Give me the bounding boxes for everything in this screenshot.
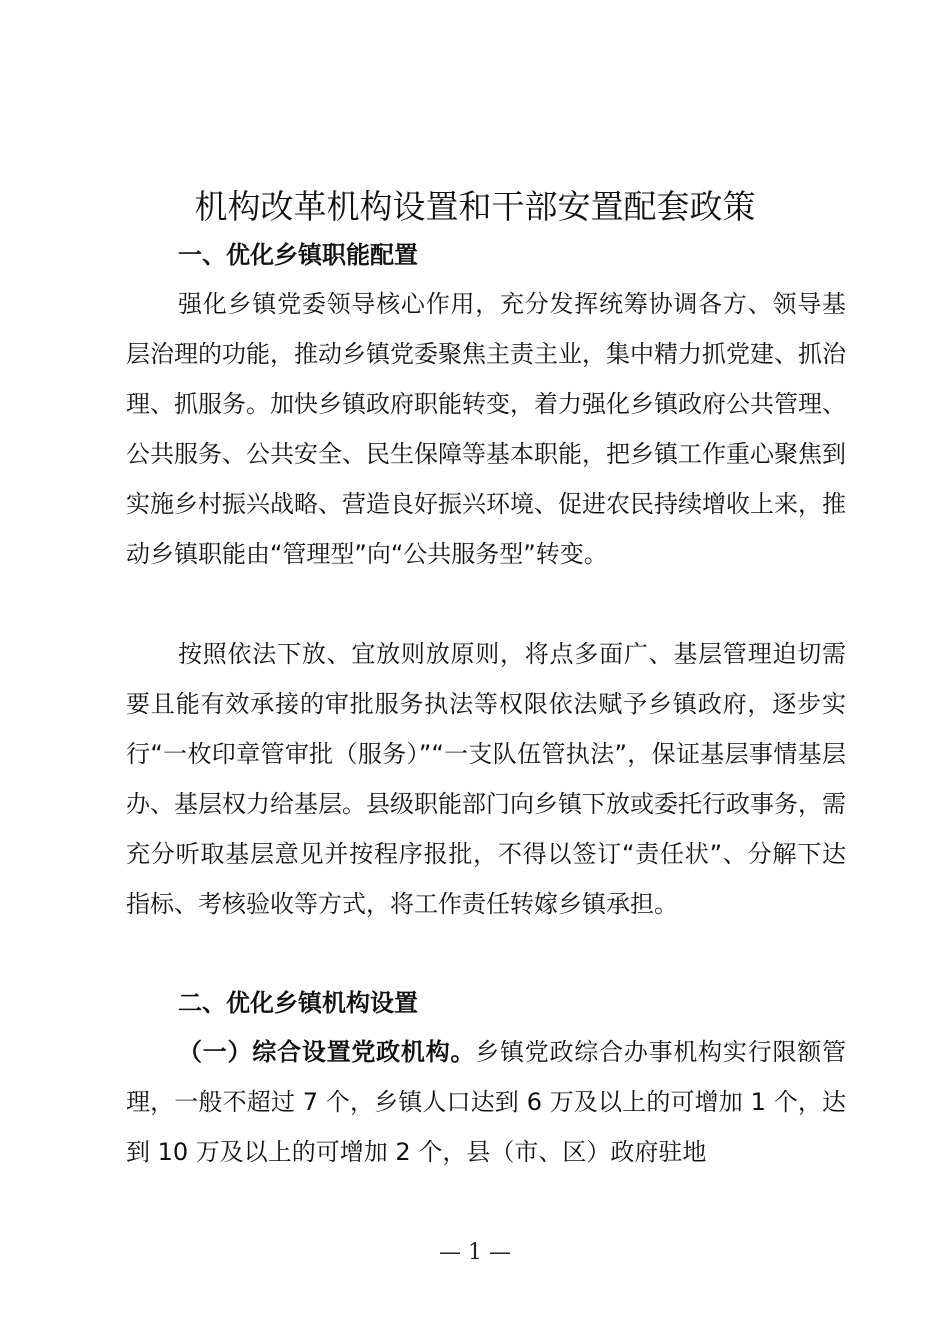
section-heading-1: 一、优化乡镇职能配置 [178,241,418,269]
section-1-paragraph-1: 强化乡镇党委领导核心作用，充分发挥统筹协调各方、领导基层治理的功能，推动乡镇党委聚焦主责主业，集中精力抓党建、抓治理、抓服务。加快乡镇政府职能转变，着力强化乡镇政府公共管理、公共服务、公共安全、民生保障等基本职能，把乡镇工作重心聚焦到实施乡村振兴战略、营造良好振兴环境、促进农民持续增收上来，推动乡镇职能由“管理型”向“公共服务型”转变。 [126,290,846,568]
section-1-paragraph-2: 按照依法下放、宜放则放原则，将点多面广、基层管理迫切需要且能有效承接的审批服务执法等权限依法赋予乡镇政府，逐步实行“一枚印章管审批（服务）”“一支队伍管执法”，保证基层事情基层办、基层权力给基层。县级职能部门向乡镇下放或委托行政事务，需充分听取基层意见并按程序报批，不得以签订“责任状”、分解下达指标、考核验收等方式，将工作责任转嫁乡镇承担。 [126,640,846,918]
section-heading-2: 二、优化乡镇机构设置 [178,989,418,1017]
subsection-text: 乡镇党政综合办事机构实行限额管理，一般不超过 7 个，乡镇人口达到 6 万及以上的可增加 1 个，达到 10 万及以上的可增加 2 个，县（市、区）政府驻地 [126,1038,847,1166]
subsection-lead: （一）综合设置党政机构。 [178,1038,476,1066]
document-title: 机构改革机构设置和干部安置配套政策 [194,187,756,226]
page-number: — 1 — [439,1240,511,1265]
section-2-paragraph-1 [126,1027,846,1177]
